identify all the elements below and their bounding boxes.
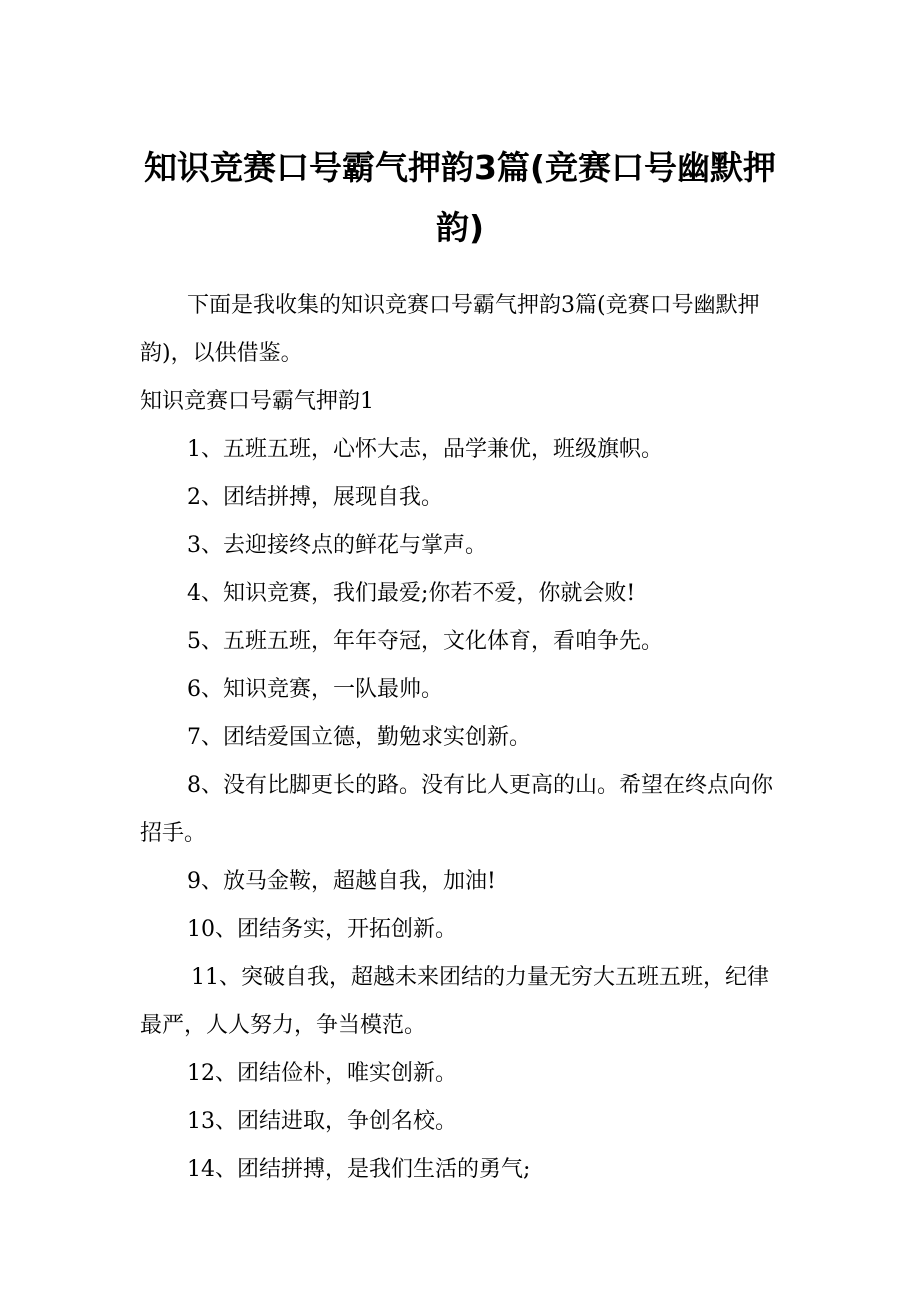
list-item: 1、五班五班，心怀大志，品学兼优，班级旗帜。 — [187, 437, 663, 462]
list-item: 8、没有比脚更长的路。没有比人更高的山。希望在终点向你招手。 — [140, 773, 773, 846]
list-item: 5、五班五班，年年夺冠，文化体育，看咱争先。 — [187, 629, 663, 654]
list-item: 2、团结拼搏，展现自我。 — [187, 485, 443, 510]
list-item: 10、团结务实，开拓创新。 — [187, 917, 457, 942]
list-item: 12、团结俭朴，唯实创新。 — [187, 1061, 457, 1086]
list-item: 6、知识竞赛，一队最帅。 — [187, 677, 443, 702]
list-item: 7、团结爱国立德，勤勉求实创新。 — [187, 725, 531, 750]
list-item: 11、突破自我，超越未来团结的力量无穷大五班五班，纪律最严，人人努力，争当模范。 — [140, 965, 769, 1038]
intro-paragraph: 下面是我收集的知识竞赛口号霸气押韵3篇(竞赛口号幽默押韵)，以供借鉴。 — [140, 293, 760, 366]
list-item: 14、团结拼搏，是我们生活的勇气; — [187, 1157, 531, 1182]
list-item: 13、团结进取，争创名校。 — [187, 1109, 457, 1134]
document-title: 知识竞赛口号霸气押韵3篇(竞赛口号幽默押韵) — [143, 148, 777, 247]
list-item: 3、去迎接终点的鲜花与掌声。 — [187, 533, 487, 558]
document-body — [140, 282, 780, 1194]
section-heading: 知识竞赛口号霸气押韵1 — [140, 389, 374, 414]
list-item: 9、放马金鞍，超越自我，加油! — [187, 869, 496, 894]
list-item: 4、知识竞赛，我们最爱;你若不爱，你就会败! — [187, 581, 636, 606]
